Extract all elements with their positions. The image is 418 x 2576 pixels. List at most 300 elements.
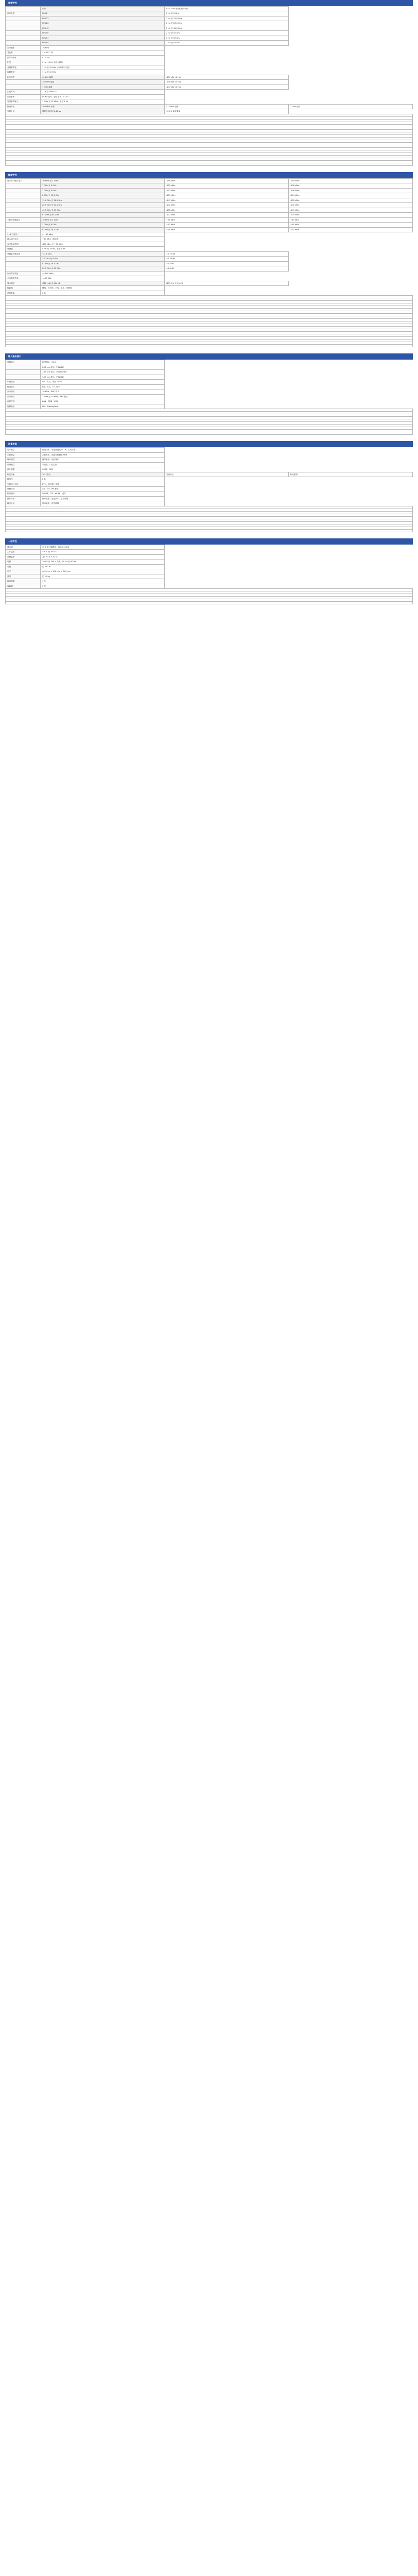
spec-label: 频率范围: [6, 11, 41, 16]
spec-row: [6, 389, 413, 394]
spec-row: [6, 291, 413, 295]
spec-value: 10 MHz 至 3 GHz: [41, 217, 165, 222]
spec-label: 参考频率: [6, 45, 41, 50]
spec-label: 存储温度: [6, 554, 41, 559]
spec-row: [6, 183, 413, 188]
spec-label: [6, 183, 41, 188]
spec-label: 显示屏: [6, 545, 41, 549]
spec-value: +5 ℃ 至 +40 ℃: [41, 550, 165, 554]
spec-value: 约 22 kg: [41, 574, 165, 579]
spec-value: 100 % 截获概率: [165, 109, 289, 114]
spec-value: -156 dBm: [289, 188, 413, 193]
spec-value: FSW26: [41, 21, 165, 26]
spec-value: +15 dBm: [165, 227, 289, 232]
spec-value: FSW8: [41, 11, 165, 16]
spec-label: [6, 198, 41, 202]
spec-label: [6, 16, 41, 21]
spec-value: -150 dBm: [289, 198, 413, 202]
spec-value: -137 dBc (1 Hz): [165, 75, 289, 79]
spec-label: 参考电平范围: [6, 242, 41, 246]
spec-label: 中频输出: [6, 380, 41, 384]
spec-value: +30 dBm: [289, 217, 413, 222]
spec-row: [6, 84, 413, 89]
spec-value: 8 GHz 至 26.5 GHz: [41, 227, 165, 232]
spec-label: 杂散测量: [6, 452, 41, 457]
spec-row: [6, 41, 413, 45]
spec-label: 扫描时间: [6, 90, 41, 94]
spec-value: -153 dBm: [165, 188, 289, 193]
spec-value: 8 条: [41, 477, 165, 482]
spec-value: OCXO 选件，老化率 ±1 × 10⁻⁹: [41, 94, 165, 99]
spec-row: [6, 375, 413, 379]
spec-value: -135 dBm: [289, 213, 413, 217]
section-header: 频率特性: [5, 0, 413, 6]
spec-value: -40 ℃ 至 +70 ℃: [41, 554, 165, 559]
spec-row: [6, 370, 413, 375]
spec-value: -151 dBm: [165, 193, 289, 198]
spec-label: 二次谐波失真: [6, 276, 41, 281]
spec-label: 矢量信号分析: [6, 482, 41, 486]
spec-value: 0.01 Hz: [41, 55, 165, 60]
spec-row: [6, 247, 413, 251]
spec-value: FSW43: [41, 26, 165, 30]
spec-table: [5, 360, 413, 435]
spec-row: [6, 487, 413, 492]
spec-row: [6, 213, 413, 217]
spec-value: 峰值、均方根、平均、采样、准峰值: [41, 286, 165, 291]
spec-value: 2 Hz 至 67 GHz: [165, 36, 289, 40]
spec-label: 外部参考输入: [6, 99, 41, 104]
spec-row: [6, 50, 413, 55]
spec-row: [6, 467, 413, 472]
spec-value: FSW67: [41, 36, 165, 40]
spec-value: +30 dBm（连续波）: [41, 237, 165, 242]
spec-value: -144 dBc (1 Hz): [165, 84, 289, 89]
spec-label: [6, 257, 41, 261]
spec-row: [6, 579, 413, 584]
spec-row: [6, 569, 413, 574]
spec-row: [6, 380, 413, 384]
spec-value: ±0.5 dB: [165, 261, 289, 266]
spec-label: 瞬态分析: [6, 501, 41, 506]
spec-row: [6, 94, 413, 99]
spec-label: 衰减器: [6, 247, 41, 251]
spec-row: [6, 104, 413, 109]
spec-row: [6, 232, 413, 236]
spec-row: [6, 26, 413, 30]
spec-row: [6, 90, 413, 94]
spec-label: 标记功能: [6, 472, 41, 477]
spec-label: [6, 223, 41, 227]
spec-label: [6, 266, 41, 271]
spec-row: [6, 99, 413, 104]
spec-row: [6, 286, 413, 291]
spec-value: 12.1 英寸触摸屏，1280 × 800: [41, 545, 165, 549]
spec-table: [5, 447, 413, 532]
spec-value: DVI、DisplayPort: [41, 404, 165, 409]
spec-row: [6, 217, 413, 222]
spec-label: [6, 227, 41, 232]
spec-row: [6, 31, 413, 36]
spec-value: 2 Hz 至 43.5 GHz: [165, 26, 289, 30]
spec-row: [6, 242, 413, 246]
spec-label: 三阶交调截取点: [6, 217, 41, 222]
spec-label: [6, 41, 41, 45]
spec-value: +25 dBm: [289, 223, 413, 227]
spec-value: 5G NR、LTE、WLAN、蓝牙: [41, 492, 165, 496]
spec-value: < 3.6 GHz: [41, 251, 165, 256]
spec-value: 8 GHz 至 13.6 GHz: [41, 193, 165, 198]
spec-value: 160 MHz 标准: [41, 104, 165, 109]
spec-row: [6, 545, 413, 549]
spec-value: BNC 阴头，TTL 电平: [41, 384, 165, 389]
spec-label: [6, 84, 41, 89]
spec-value: 零扫宽、门控扫描: [41, 462, 165, 467]
spec-value: 标记跟踪: [289, 472, 413, 477]
spec-row: [6, 276, 413, 281]
spec-value: 2 Hz 至 26.5 GHz: [165, 21, 289, 26]
spec-value: -158 dBm: [289, 183, 413, 188]
spec-row: [6, 477, 413, 482]
spec-value: 约 460 W: [41, 564, 165, 569]
spec-value: 3 年: [41, 584, 165, 588]
spec-row: [6, 7, 413, 11]
spec-value: 杂散发射、频谱发射模板 SEM: [41, 452, 165, 457]
section-header: 输入输出接口: [5, 353, 413, 360]
spec-value: 1.00 mm 阳头（FSW85）: [41, 375, 165, 379]
spec-label: 显示刻度: [6, 281, 41, 285]
spec-label: 调制分析: [6, 487, 41, 492]
spec-value: 26.5 GHz 至 85 GHz: [41, 266, 165, 271]
spec-value: 43.5 GHz 至 67 GHz: [41, 208, 165, 212]
spec-row: [6, 560, 413, 564]
spec-row: [6, 584, 413, 588]
spec-label: 标准测试: [6, 492, 41, 496]
spec-label: 功率测量: [6, 448, 41, 452]
spec-value: 3 GHz 至 8 GHz: [41, 188, 165, 193]
spec-row-blank: [6, 345, 413, 347]
blank-cell: [6, 432, 413, 435]
spec-value: 10 MHz 至 1 GHz: [41, 178, 165, 183]
spec-label: 参考输出: [6, 389, 41, 394]
spec-row: [6, 472, 413, 477]
spec-value: BNC 阴头，中频 1 GHz: [41, 380, 165, 384]
spec-label: 功耗: [6, 564, 41, 569]
spec-row: [6, 482, 413, 486]
spec-row: [6, 75, 413, 79]
spec-value: ±1.0 dB: [165, 266, 289, 271]
spec-value: 1 Hz 至 10 MHz: [41, 70, 165, 75]
spec-label: [6, 370, 41, 375]
spec-row: [6, 404, 413, 409]
spec-row: [6, 193, 413, 198]
spec-label: 内部参考: [6, 94, 41, 99]
spec-label: 射频输入: [6, 360, 41, 365]
spec-label: 时域测量: [6, 462, 41, 467]
spec-value: 462 mm × 240 mm × 504 mm: [41, 569, 165, 574]
spec-value: +20 dBm: [289, 227, 413, 232]
spec-value: -130 dBm 至 +30 dBm: [41, 242, 165, 246]
spec-label: [6, 26, 41, 30]
spec-value: < -100 dBm: [41, 271, 165, 276]
spec-value: > +15 dBm: [41, 232, 165, 236]
spec-label: [6, 208, 41, 212]
spec-row: [6, 550, 413, 554]
spec-value: 6 条: [41, 291, 165, 295]
spec-row: [6, 60, 413, 65]
spec-value: 1.85 mm 阳头（FSW50/67）: [41, 370, 165, 375]
spec-section: [5, 441, 413, 532]
spec-value: -155 dBm: [165, 183, 289, 188]
spec-label: 1 dB 压缩点: [6, 232, 41, 236]
spec-row: [6, 266, 413, 271]
spec-label: 参考输入: [6, 394, 41, 399]
blank-cell: [6, 163, 413, 165]
spec-value: LAN、GPIB、USB: [41, 399, 165, 404]
spec-label: [6, 36, 41, 40]
spec-label: [6, 21, 41, 26]
spec-row: [6, 452, 413, 457]
spec-value: 10 kHz 偏置: [41, 75, 165, 79]
spec-section: [5, 538, 413, 604]
spec-row: [6, 36, 413, 40]
spec-value: +25 dBm: [165, 217, 289, 222]
spec-value: 2 Hz 至 50 GHz: [165, 31, 289, 36]
spec-row: [6, 384, 413, 389]
spec-row: [6, 457, 413, 462]
spec-value: N 型阴头，50 Ω: [41, 360, 165, 365]
spec-value: -156 dBm: [165, 178, 289, 183]
spec-row: [6, 554, 413, 559]
spec-value: 1 × 10⁻⁷ /年: [41, 50, 165, 55]
spec-table: [5, 178, 413, 348]
spec-value: CCDF、APD: [41, 467, 165, 472]
spec-label: [6, 261, 41, 266]
spec-label: [6, 7, 41, 11]
spec-value: 8 GHz 至 26.5 GHz: [41, 261, 165, 266]
spec-row: [6, 496, 413, 501]
spec-label: [6, 375, 41, 379]
spec-value: AM、FM、PM 解调: [41, 487, 165, 492]
section-header: 一般特性: [5, 538, 413, 545]
spec-row: [6, 65, 413, 70]
spec-row: [6, 501, 413, 506]
spec-value: FSW85: [41, 41, 165, 45]
spec-value: 100 kHz 偏置: [41, 80, 165, 84]
spec-value: 1 GHz 至 3 GHz: [41, 183, 165, 188]
spec-value: ±0.35 dB: [165, 257, 289, 261]
spec-row-blank: [6, 163, 413, 165]
blank-cell: [6, 602, 413, 604]
spec-row: [6, 492, 413, 496]
spec-row: [6, 448, 413, 452]
spec-label: 实时分析: [6, 109, 41, 114]
spec-value: -141 dBm: [289, 208, 413, 212]
spec-row: [6, 360, 413, 365]
spec-label: [6, 203, 41, 208]
spec-value: 10 MHz: [41, 45, 165, 50]
spec-value: 脉冲宽度、重复频率、上升时间: [41, 496, 165, 501]
spec-table: [5, 545, 413, 604]
spec-row: [6, 564, 413, 569]
spec-value: 最短持续时间 0.46 µs: [41, 109, 165, 114]
spec-row: [6, 203, 413, 208]
spec-row-blank: [6, 432, 413, 435]
spec-row: [6, 462, 413, 467]
spec-section: [5, 172, 413, 348]
spec-row: [6, 223, 413, 227]
spec-value: -136 dBc (1 Hz): [165, 80, 289, 84]
spec-value: -132 dBm: [165, 213, 289, 217]
spec-value: 频率跳变、线性调频: [41, 501, 165, 506]
spec-label: 扫宽: [6, 60, 41, 65]
spec-label: 噪声测量: [6, 457, 41, 462]
spec-value: 3.6 GHz 至 8 GHz: [41, 257, 165, 261]
spec-row: [6, 80, 413, 84]
spec-row: [6, 227, 413, 232]
spec-value: -154 dBm: [289, 193, 413, 198]
spec-value: 2.92 mm 阳头（FSW43）: [41, 365, 165, 369]
spec-row: [6, 109, 413, 114]
spec-row: [6, 198, 413, 202]
spec-row: [6, 399, 413, 404]
blank-cell: [6, 529, 413, 532]
spec-value: 13.6 GHz 至 26.5 GHz: [41, 198, 165, 202]
spec-row: [6, 271, 413, 276]
spec-label: 迹线数量: [6, 291, 41, 295]
spec-row: [6, 574, 413, 579]
spec-label: 尺寸: [6, 569, 41, 574]
spec-label: 频率分辨率: [6, 55, 41, 60]
spec-label: [6, 213, 41, 217]
spec-row: [6, 16, 413, 21]
spec-row: [6, 188, 413, 193]
spec-value: FSW13: [41, 16, 165, 21]
spec-value: FSW50: [41, 31, 165, 36]
spec-value: -138 dBm: [165, 208, 289, 212]
spec-page: [0, 0, 418, 604]
spec-label: 总测量不确定度: [6, 251, 41, 256]
spec-section: [5, 353, 413, 435]
spec-label: 检波器: [6, 286, 41, 291]
spec-value: 2 GHz 选件: [289, 104, 413, 109]
spec-row: [6, 365, 413, 369]
spec-value: 2 Hz 至 85 GHz: [165, 41, 289, 45]
spec-row: [6, 70, 413, 75]
spec-value: 67 GHz 至 85 GHz: [41, 213, 165, 217]
spec-value: 线性 0 % 至 100 %: [165, 281, 289, 285]
spec-label: 脉冲分析: [6, 496, 41, 501]
spec-label: 老化率: [6, 50, 41, 55]
spec-row: [6, 261, 413, 266]
spec-value: +20 dBm: [165, 223, 289, 227]
spec-value: -145 dBm: [289, 203, 413, 208]
spec-value: 差值标记: [165, 472, 289, 477]
spec-value: 2 Hz 至 8 GHz: [165, 11, 289, 16]
spec-label: 最大输入电平: [6, 237, 41, 242]
spec-label: 重量: [6, 574, 41, 579]
spec-label: 视频输出: [6, 404, 41, 409]
spec-row: [6, 178, 413, 183]
spec-row: [6, 55, 413, 60]
spec-label: 显示平均噪声电平: [6, 178, 41, 183]
spec-value: 1 MHz 至 20 MHz，步进 1 Hz: [41, 99, 165, 104]
spec-value: 10 MHz，BNC 阴头: [41, 389, 165, 394]
spec-row: [6, 394, 413, 399]
spec-row: [6, 208, 413, 212]
spec-row: [6, 21, 413, 26]
spec-value: 1 MHz 至 20 MHz，BNC 阴头: [41, 394, 165, 399]
spec-label: [6, 193, 41, 198]
spec-label: 远程控制: [6, 399, 41, 404]
spec-label: 限值线: [6, 477, 41, 482]
spec-value: < -70 dBc: [41, 276, 165, 281]
spec-value: EVM、星座图、眼图: [41, 482, 165, 486]
spec-row: [6, 237, 413, 242]
spec-value: 噪声系数、相位噪声: [41, 457, 165, 462]
spec-label: 解调带宽: [6, 104, 41, 109]
section-header: 幅度特性: [5, 172, 413, 178]
spec-label: 统计测量: [6, 467, 41, 472]
spec-label: 校准周期: [6, 579, 41, 584]
spec-value: 100 V 至 240 V 交流，50 Hz 至 60 Hz: [41, 560, 165, 564]
spec-label: 保修期: [6, 584, 41, 588]
spec-row: [6, 45, 413, 50]
spec-value: 0 dB 至 79 dB，步进 1 dB: [41, 247, 165, 251]
spec-value: 0 Hz, 10 Hz 至最大频率: [41, 60, 165, 65]
spec-value: 16 个标记: [41, 472, 165, 477]
spec-value: 对数 1 dB 至 200 dB: [41, 281, 165, 285]
spec-value: 型号: [41, 7, 165, 11]
spec-value: -147 dBm: [165, 198, 289, 202]
spec-value: 信道功率、邻道泄漏比 ACLR、占用带宽: [41, 448, 165, 452]
spec-value: 1 MHz 偏置: [41, 84, 165, 89]
spec-value: 512 MHz 选件: [165, 104, 289, 109]
spec-label: [6, 365, 41, 369]
spec-row: [6, 281, 413, 285]
spec-label: [6, 31, 41, 36]
spec-label: [6, 80, 41, 84]
spec-value: 3 GHz 至 8 GHz: [41, 223, 165, 227]
spec-value: 1 Hz 至 10 MHz（1/2/3/5 步进）: [41, 65, 165, 70]
spec-value: 1 年: [41, 579, 165, 584]
spec-label: 工作温度: [6, 550, 41, 554]
spec-label: 视频带宽: [6, 70, 41, 75]
spec-label: 剩余寄生响应: [6, 271, 41, 276]
spec-label: 电源: [6, 560, 41, 564]
spec-table: [5, 6, 413, 166]
spec-section: [5, 0, 413, 166]
spec-row: [6, 251, 413, 256]
spec-value: 26.5 GHz 至 43.5 GHz: [41, 203, 165, 208]
spec-value: 2 Hz 至 13.6 GHz: [165, 16, 289, 21]
spec-label: 分辨率带宽: [6, 65, 41, 70]
spec-row: [6, 11, 413, 16]
spec-label: 触发输入: [6, 384, 41, 389]
spec-label: [6, 188, 41, 193]
spec-value: ±0.27 dB: [165, 251, 289, 256]
spec-label: 相位噪声: [6, 75, 41, 79]
section-header: 测量功能: [5, 441, 413, 447]
spec-value: -159 dBm: [289, 178, 413, 183]
spec-row-blank: [6, 529, 413, 532]
blank-cell: [6, 345, 413, 347]
spec-value: 1 µs 至 16000 s: [41, 90, 165, 94]
spec-value: -142 dBm: [165, 203, 289, 208]
spec-row: [6, 257, 413, 261]
spec-value: R&S FSW 系列频谱分析仪: [165, 7, 289, 11]
spec-row-blank: [6, 602, 413, 604]
